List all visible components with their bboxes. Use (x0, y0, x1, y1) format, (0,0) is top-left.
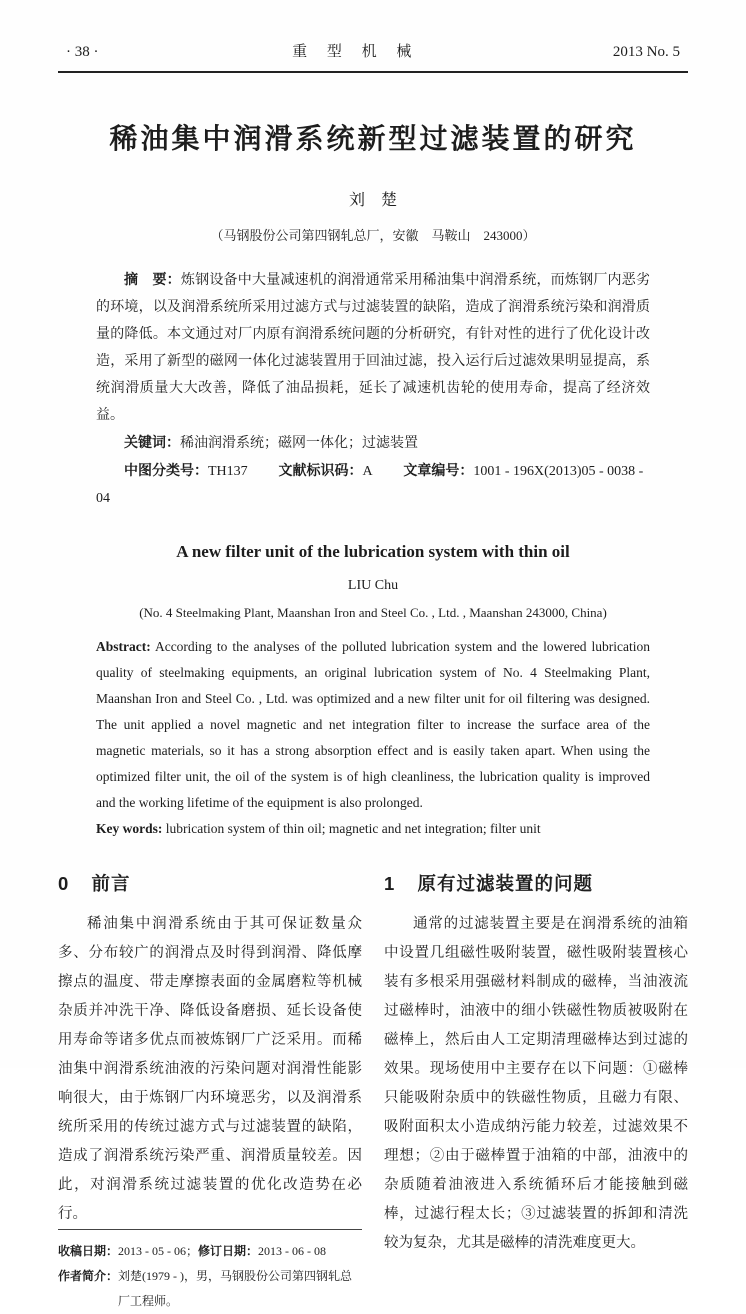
abstract-en-label: Abstract: (96, 639, 151, 654)
abstract-en (96, 634, 650, 816)
abstract-cn (96, 266, 650, 429)
abstract-en-block (96, 634, 650, 842)
keywords-en (96, 816, 650, 842)
abstract-cn-label: 摘 要： (124, 271, 181, 287)
keywords-cn-label: 关键词： (124, 434, 180, 450)
keywords-cn (96, 429, 650, 457)
journal-title: 重 型 机 械 (292, 44, 420, 60)
header-rule (58, 71, 688, 73)
section-title: 前言 (91, 873, 131, 894)
article-id-label: 文章编号： (403, 462, 474, 478)
section-1-paragraph: 通常的过滤装置主要是在润滑系统的油箱中设置几组磁性吸附装置，磁性吸附装置核心装有多根采用强磁材料制成的磁棒，当油液流过磁棒时，油液中的细小铁磁性物质被吸附在磁棒上，然后由人工定期清理磁棒达到过滤的效果。现场使用中主要存在以下问题：①磁棒只能吸附杂质中的铁磁性物质，且磁力有限、吸附面积太小造成纳污能力较差，过滤效果不理想；②由于磁棒置于油箱的中部，油液中的杂质随着油液进入系统循环后才能接触到磁棒，过滤行程太长；③过滤装置的拆卸和清洗较为复杂，尤其是磁棒的清洗难度更大。 (384, 916, 688, 1251)
doc-code-label: 文献标识码： (278, 462, 363, 478)
left-column (58, 866, 362, 1308)
section-heading-0 (58, 870, 362, 896)
keywords-en-label: Key words: (96, 821, 163, 836)
author-bio (58, 1264, 362, 1314)
received-date: 2013 - 05 - 06； (118, 1244, 199, 1258)
revised-label: 修订日期： (198, 1244, 259, 1258)
issue-label: 2013 No. 5 (612, 44, 680, 60)
received-label: 收稿日期： (58, 1244, 119, 1258)
revised-date: 2013 - 06 - 08 (258, 1244, 327, 1258)
keywords-en-text: lubrication system of thin oil; magnetic and net integration; filter unit (165, 821, 541, 836)
clc-label: 中图分类号： (124, 462, 208, 478)
author-en: LIU Chu (347, 578, 399, 593)
footnote-rule (58, 1229, 362, 1230)
section-number: 0 (58, 873, 70, 894)
two-column-body (58, 866, 688, 1308)
section-heading-1 (384, 870, 688, 896)
page-header (58, 0, 688, 71)
keywords-cn-text: 稀油润滑系统；磁网一体化；过滤装置 (180, 436, 418, 451)
section-title: 原有过滤装置的问题 (417, 873, 593, 894)
abstract-en-text: According to the analyses of the polluted lubrication system and the lowered lubrication quality of steelmaking equipments, an original lubrication system of No. 4 Steelmaking Plant, Maanshan Iron and Steel Co. , Ltd. was optimized and a new filter unit for oil filtering was designed. The unit applied a novel magnetic and net integration filter to increase the surface area of the magnetic materials, so it has a strong absorption effect and is easily taken apart. When using the optimized filter unit, the oil of the system is of high cleanliness, the lubrication quality is improved and the working lifetime of the equipment is also prolonged. (96, 639, 650, 810)
page-number: · 38 · (66, 44, 99, 60)
right-column (384, 866, 688, 1251)
section-number: 1 (384, 873, 396, 894)
footnote-block (58, 1229, 362, 1314)
affiliation-cn: （马钢股份公司第四钢轧总厂，安徽 马鞍山 243000） (210, 228, 536, 243)
author-cn: 刘 楚 (348, 192, 397, 209)
abstract-cn-block (96, 266, 650, 512)
article-id-value: 1001 - 196X(2013)05 - 0038 - 04 (96, 464, 644, 506)
section-0-paragraph: 稀油集中润滑系统由于其可保证数量众多、分布较广的润滑点及时得到润滑、降低摩擦点的温度、带走摩擦表面的金属磨粒等机械杂质并冲洗干净、降低设备磨损、延长设备使用寿命等诸多优点而被炼钢厂广泛采用。而稀油集中润滑系统油液的污染问题对润滑性能影响很大，由于炼钢厂内环境恶劣，以及润滑系统所采用的传统过滤方式与过滤装置的缺陷，造成了润滑系统污染严重、润滑质量较差。因此，对润滑系统过滤装置的优化改造势在必行。 (58, 916, 362, 1222)
affiliation-en: (No. 4 Steelmaking Plant, Maanshan Iron and Steel Co. , Ltd. , Maanshan 243000, China) (139, 605, 607, 620)
article-title-en: A new filter unit of the lubrication system with thin oil (176, 542, 570, 561)
clc-value: TH137 (208, 464, 248, 479)
doc-code-value: A (362, 464, 373, 479)
bio-label: 作者简介： (58, 1269, 119, 1283)
classification-line (96, 457, 650, 512)
footnote-dates (58, 1239, 362, 1264)
abstract-cn-text: 炼钢设备中大量减速机的润滑通常采用稀油集中润滑系统，而炼钢厂内恶劣的环境，以及润滑系统所采用过滤方式与过滤装置的缺陷，造成了润滑系统污染和润滑质量的降低。本文通过对厂内原有润滑系统问题的分析研究，有针对性的进行了优化设计改造，采用了新型的磁网一体化过滤装置用于回油过滤，投入运行后过滤效果明显提高，系统润滑质量大大改善，降低了油品损耗，延长了减速机齿轮的使用寿命，提高了经济效益。 (96, 273, 650, 423)
bio-text: 刘楚(1979 - )，男，马钢股份公司第四钢轧总厂工程师。 (118, 1269, 353, 1308)
article-title-cn: 稀油集中润滑系统新型过滤装置的研究 (109, 124, 637, 155)
